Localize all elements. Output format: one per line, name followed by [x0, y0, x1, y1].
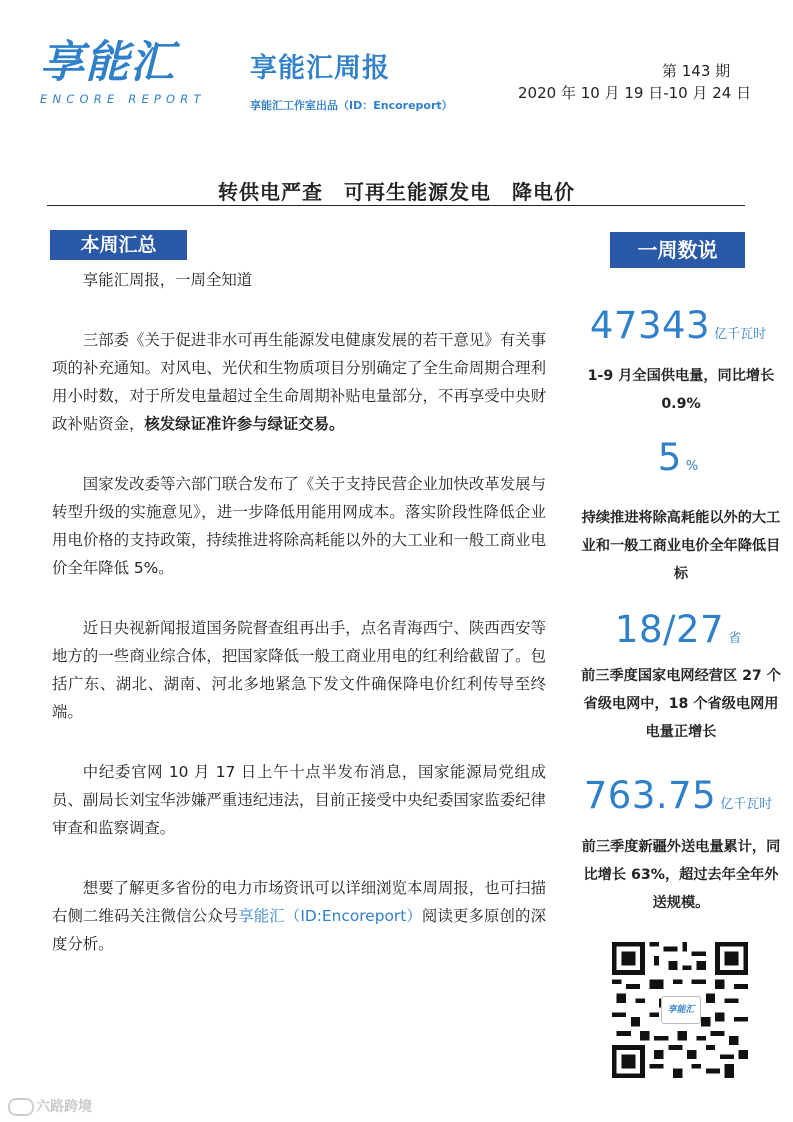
issue-number: 第 143 期: [662, 62, 731, 80]
stat-4: [563, 774, 793, 817]
summary-paragraph-2: 国家发改委等六部门联合发布了《关于支持民营企业加快改革发展与转型升级的实施意见》，进一步降低用能用网成本。落实阶段性降低企业用电价格的支持政策，持续推进将除高耗能以外的大工业和一般工商业电价全年降低 5%。: [52, 475, 546, 577]
paragraph-tail: 阅读更多原创的深度分析。: [52, 907, 546, 953]
stat-description: 前三季度新疆外送电量累计，同比增长 63%，超过去年全年外送规模。: [581, 839, 781, 911]
stat-description: 持续推进将除高耗能以外的大工业和一般工商业电价全年降低目标: [581, 510, 781, 582]
weekly-numbers-label: 一周数说: [610, 232, 745, 268]
logo: 享能汇: [40, 37, 175, 88]
stat-value: 5: [657, 436, 682, 479]
stat-2: [563, 436, 793, 479]
watermark-text: 六路跨境: [36, 1099, 92, 1115]
stat-value: 763.75: [583, 774, 717, 817]
headline: 转供电严查 可再生能源发电 降电价: [218, 180, 575, 204]
stat-unit: 亿千瓦时: [720, 797, 773, 812]
stat-1: [563, 304, 793, 347]
report-title: 享能汇周报: [250, 53, 390, 84]
wechat-account-link[interactable]: 享能汇（ID:Encoreport）: [238, 907, 422, 925]
summary-paragraph-1: [52, 326, 546, 438]
weekly-summary-label: 本周汇总: [50, 230, 187, 260]
stat-value: 47343: [589, 304, 711, 347]
paragraph-bold-text: 核发绿证准许参与绿证交易。: [144, 415, 345, 433]
summary-intro: 享能汇周报，一周全知道: [82, 271, 253, 289]
summary-paragraph-4: 中纪委官网 10 月 17 日上午十点半发布消息，国家能源局党组成员、副局长刘宝华涉嫌严重违纪违法，目前正接受中央纪委国家监委纪律审查和监察调查。: [52, 763, 546, 837]
logo-subtext: ENCORE REPORT: [40, 92, 206, 106]
stat-unit: 省: [728, 631, 742, 646]
stat-value: 18/27: [614, 608, 725, 651]
qr-logo-badge: 享能汇: [661, 996, 701, 1024]
stat-unit: 亿千瓦时: [714, 327, 767, 342]
issue-date-range: 2020 年 10 月 19 日-10 月 24 日: [518, 84, 752, 102]
stat-description: 1-9 月全国供电量，同比增长 0.9%: [587, 368, 775, 412]
stat-3: [563, 608, 793, 651]
summary-body: [52, 266, 546, 990]
summary-paragraph-3: 近日央视新闻报道国务院督查组再出手，点名青海西宁、陕西西安等地方的一些商业综合体，把国家降低一般工商业用电的红利给截留了。包括广东、湖北、湖南、河北多地紧急下发文件确保降电价红利传导至终端。: [52, 619, 546, 721]
paragraph-text: 想要了解更多省份的电力市场资讯可以详细浏览本周周报，也可扫描右侧二维码关注微信公众号: [52, 879, 546, 925]
report-credit: 享能汇工作室出品（ID：Encoreport）: [250, 99, 453, 112]
divider: [47, 205, 745, 206]
watermark-icon: [8, 1098, 34, 1116]
stat-description: 前三季度国家电网经营区 27 个省级电网中，18 个省级电网用电量正增长: [581, 668, 781, 740]
paragraph-text: 三部委《关于促进非水可再生能源发电健康发展的若干意见》有关事项的补充通知。对风电、光伏和生物质项目分别确定了全生命周期合理利用小时数，对于所发电量超过全生命周期补贴电量部分，不再享受中央财政补贴资金，: [52, 331, 546, 433]
summary-paragraph-5: [52, 874, 546, 958]
stat-unit: %: [685, 459, 699, 474]
